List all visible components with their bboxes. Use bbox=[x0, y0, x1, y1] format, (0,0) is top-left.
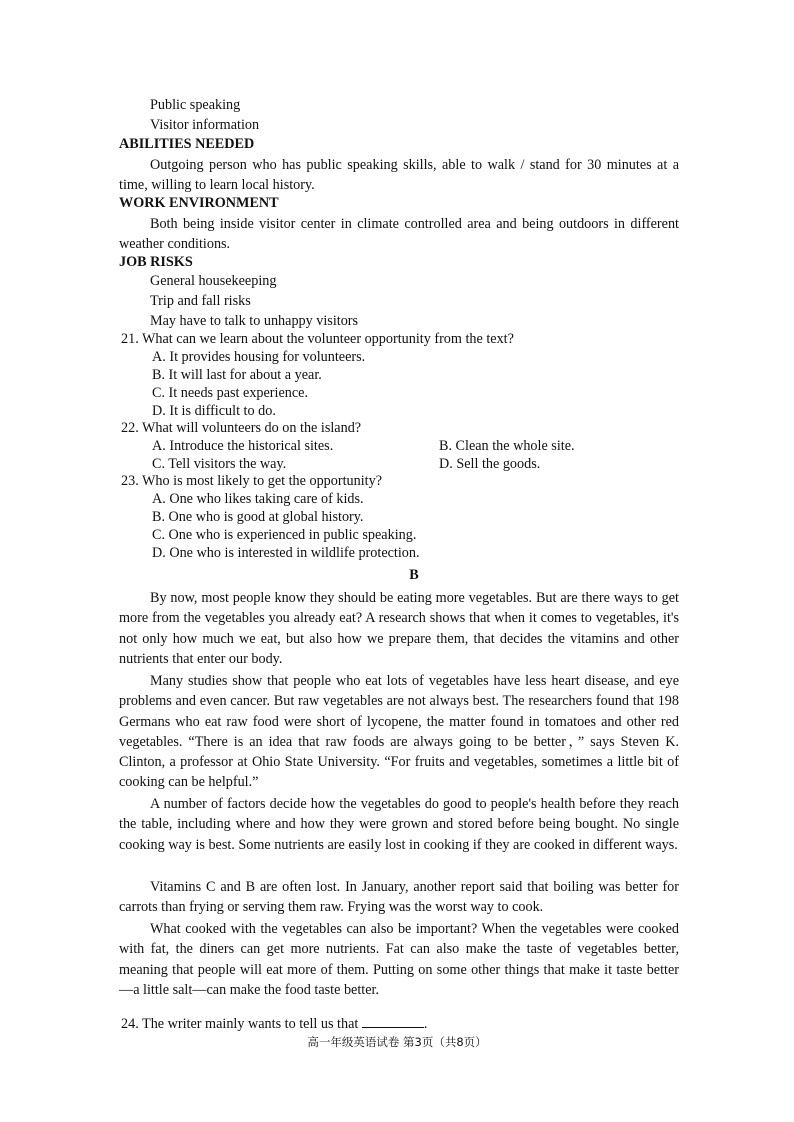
environment-text: Both being inside visitor center in climate controlled area and being outdoors in different weather conditions. bbox=[119, 216, 679, 253]
question-24-end: . bbox=[423, 1016, 428, 1032]
abilities-heading: ABILITIES NEEDED bbox=[119, 136, 255, 152]
question-22-option-b: B. Clean the whole site. bbox=[439, 438, 575, 454]
question-23-option-a: A. One who likes taking care of kids. bbox=[152, 491, 364, 507]
question-22-option-d: D. Sell the goods. bbox=[439, 456, 541, 472]
section-b-paragraph-4: Vitamins C and B are often lost. In January, another report said that boiling was better for carrots than frying or serving them raw. Frying was the worst way to cook. bbox=[119, 879, 679, 916]
duty-item: Public speaking bbox=[150, 97, 241, 113]
page-footer: 高一年级英语试卷 第3页（共8页） bbox=[307, 1035, 487, 1049]
question-21-option-d: D. It is difficult to do. bbox=[152, 403, 276, 419]
section-b-paragraph-5: What cooked with the vegetables can also be important? When the vegetables were cooked with fat, the diners can get more nutrients. Fat can also make the taste of vegetables better, meaning that people will eat more of them. Putting on some other things that make it taste better—a little salt—can make the food taste better. bbox=[119, 921, 679, 998]
risks-heading: JOB RISKS bbox=[119, 254, 193, 270]
question-22-option-c: C. Tell visitors the way. bbox=[152, 456, 287, 472]
question-22-option-a: A. Introduce the historical sites. bbox=[152, 438, 334, 454]
risk-item: May have to talk to unhappy visitors bbox=[150, 313, 359, 329]
question-21-stem: 21. What can we learn about the volunteer opportunity from the text? bbox=[121, 331, 514, 347]
risk-item: Trip and fall risks bbox=[150, 293, 251, 309]
duty-item: Visitor information bbox=[150, 117, 260, 133]
risk-item: General housekeeping bbox=[150, 273, 277, 289]
question-21-option-b: B. It will last for about a year. bbox=[152, 367, 322, 383]
question-21-option-c: C. It needs past experience. bbox=[152, 385, 309, 401]
abilities-text: Outgoing person who has public speaking skills, able to walk / stand for 30 minutes at a time, willing to learn local history. bbox=[119, 157, 679, 194]
question-23-option-d: D. One who is interested in wildlife protection. bbox=[152, 545, 420, 561]
question-22-stem: 22. What will volunteers do on the island? bbox=[121, 420, 362, 436]
section-b-label: B bbox=[409, 567, 419, 583]
question-23-option-b: B. One who is good at global history. bbox=[152, 509, 364, 525]
question-24-stem: 24. The writer mainly wants to tell us that bbox=[121, 1016, 359, 1032]
question-24 bbox=[121, 1015, 427, 1033]
question-23-option-c: C. One who is experienced in public speaking. bbox=[152, 527, 417, 543]
environment-heading: WORK ENVIRONMENT bbox=[119, 195, 279, 211]
question-23-stem: 23. Who is most likely to get the opportunity? bbox=[121, 473, 382, 489]
section-b-paragraph-2: Many studies show that people who eat lots of vegetables have less heart disease, and eye problems and even cancer. But raw vegetables are not always best. The researchers found that 198 Germans who eat raw food were short of lycopene, the matter found in tomatoes and other red vegetables. “There is an idea that raw foods are always going to be better，” says Steven K. Clinton, a professor at Ohio State University. “For fruits and vegetables, sometimes a little bit of cooking can be helpful.” bbox=[119, 673, 679, 791]
answer-blank[interactable] bbox=[362, 1015, 424, 1028]
section-b-paragraph-3: A number of factors decide how the vegetables do good to people's health before they reach the table, including where and how they were grown and stored before being bought. No single cooking way is best. Some nutrients are easily lost in cooking if they are cooked in different ways. bbox=[119, 796, 679, 853]
section-b-paragraph-1: By now, most people know they should be eating more vegetables. But are there ways to get more from the vegetables you already eat? A research shows that when it comes to vegetables, it's not only how much we eat, but also how we prepare them, that decides the vitamins and other nutrients that enter our body. bbox=[119, 590, 679, 667]
question-21-option-a: A. It provides housing for volunteers. bbox=[152, 349, 366, 365]
